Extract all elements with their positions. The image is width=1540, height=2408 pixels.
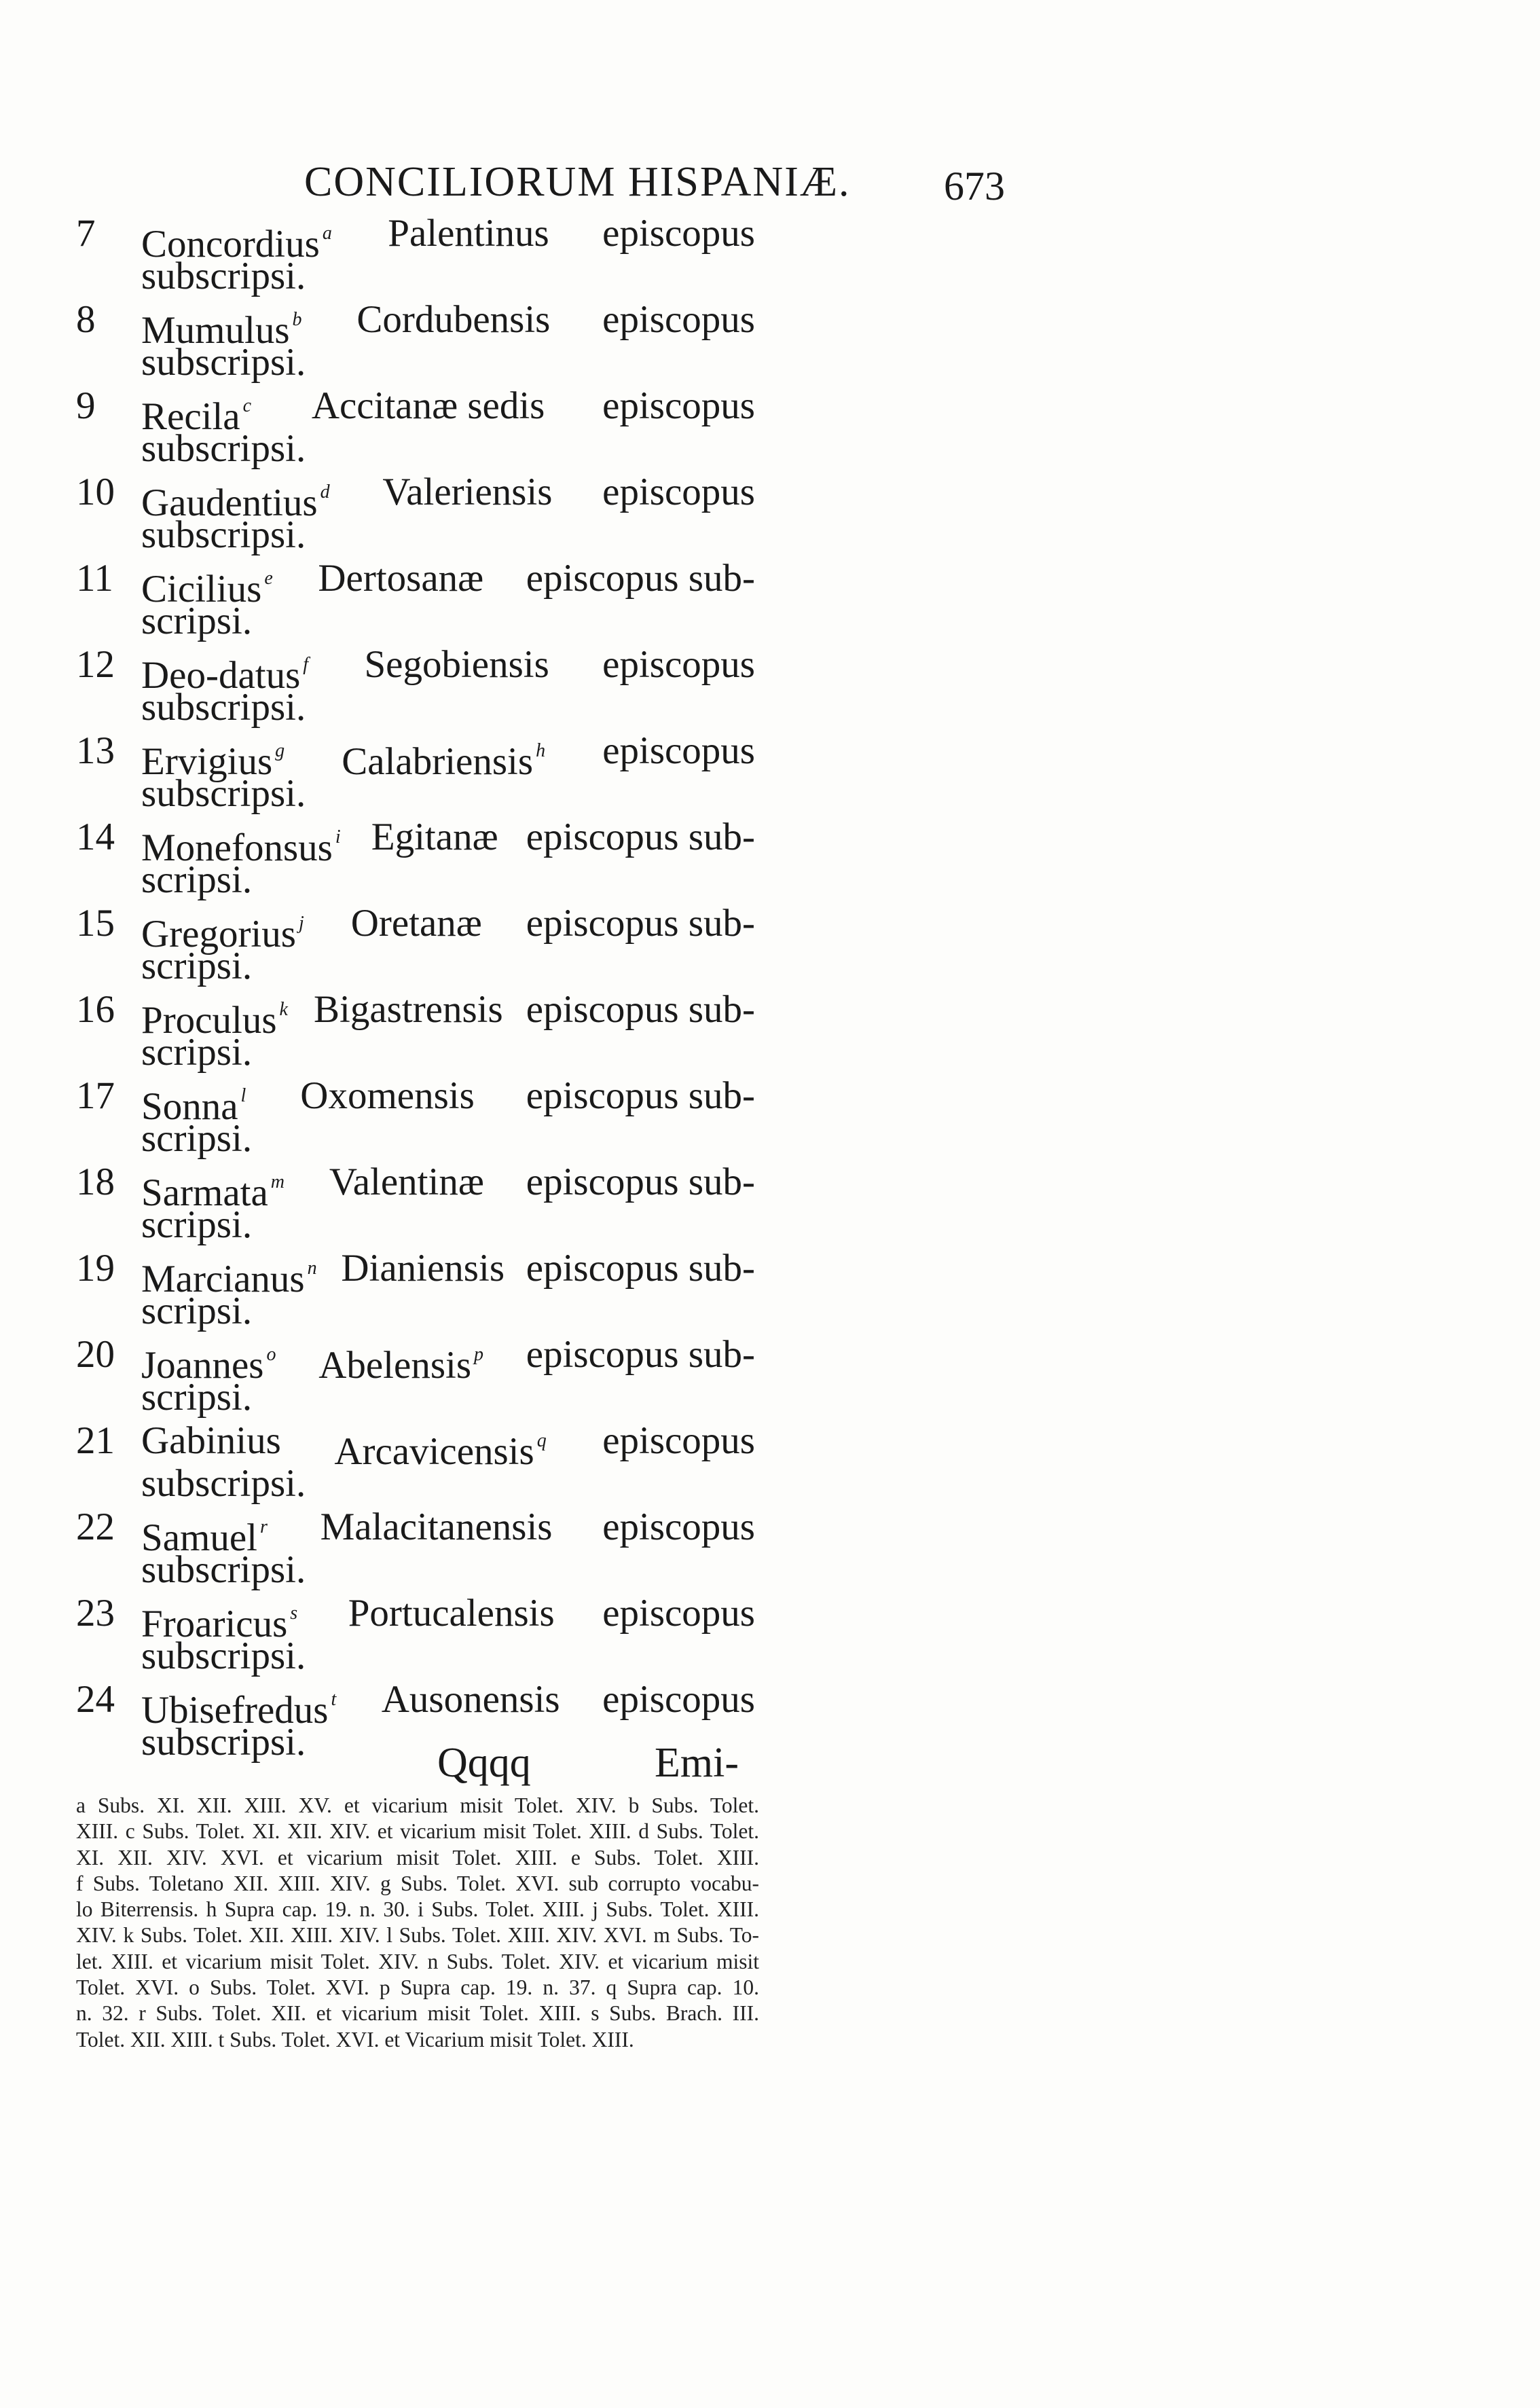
episcopal-role: episcopus [602, 384, 755, 427]
footnote-mark: o [266, 1344, 276, 1365]
see-group [341, 1247, 505, 1300]
footnote-mark: g [275, 740, 285, 761]
entry-line-2: scripsi. [141, 1203, 253, 1246]
entry-line-2: subscripsi. [141, 255, 306, 297]
subscription-entry [76, 1592, 755, 1678]
footnote-mark: d [320, 481, 330, 503]
episcopal-role: episcopus sub- [526, 902, 755, 945]
entry-line-2: subscripsi. [141, 1721, 306, 1764]
see-group [356, 298, 550, 352]
episcopal-see: Dertosanæ [318, 557, 484, 600]
episcopal-role: episcopus [602, 212, 755, 255]
bishop-name: Samuel [141, 1516, 257, 1559]
footnote-mark: a [322, 223, 332, 244]
footnote-mark: p [474, 1344, 484, 1365]
bishop-name: Cicilius [141, 568, 262, 610]
footnote-mark: l [240, 1085, 246, 1106]
episcopal-see: Portucalensis [348, 1592, 555, 1635]
footnote-mark: q [536, 1430, 547, 1451]
bishop-name: Joannes [141, 1344, 264, 1387]
entry-line-2: subscripsi. [141, 686, 306, 729]
entry-line-2: subscripsi. [141, 772, 306, 815]
footnote-line: XIV. k Subs. Tolet. XII. XIII. XIV. l Subs. Tolet. XIII. XIV. XVI. m Subs. To- [76, 1923, 759, 1948]
footnote-line: let. XIII. et vicarium misit Tolet. XIV. n Subs. Tolet. XIV. et vicarium misit [76, 1949, 759, 1973]
subscription-entry [76, 471, 755, 557]
entry-line-2: scripsi. [141, 1376, 253, 1419]
episcopal-role: episcopus [602, 471, 755, 513]
see-group [388, 212, 549, 266]
subscription-list [76, 212, 755, 1764]
entry-number: 15 [76, 902, 115, 945]
episcopal-role: episcopus [602, 643, 755, 686]
episcopal-see: Arcavicensis [334, 1430, 534, 1473]
subscription-entry [76, 816, 755, 902]
bishop-name: Ervigius [141, 740, 273, 783]
entry-line-2: subscripsi. [141, 341, 306, 384]
footnote-line: Tolet. XII. XIII. t Subs. Tolet. XVI. et Vicarium misit Tolet. XIII. [76, 2027, 634, 2051]
subscription-entry [76, 643, 755, 729]
subscription-entry [76, 1419, 755, 1506]
subscription-entry [76, 729, 755, 816]
see-group [382, 1678, 560, 1732]
episcopal-role: episcopus sub- [526, 1074, 755, 1117]
entry-number: 20 [76, 1333, 115, 1376]
entry-line-2: scripsi. [141, 858, 253, 901]
bishop-name: Ubisefredus [141, 1689, 329, 1732]
subscription-entry [76, 1333, 755, 1419]
footnote-mark: h [536, 740, 546, 761]
entry-line-2: scripsi. [141, 1290, 253, 1332]
entry-line-2: scripsi. [141, 1117, 253, 1160]
bishop-name: Recila [141, 395, 240, 438]
bishop-name: Monefonsus [141, 826, 333, 869]
episcopal-see: Egitanæ [371, 816, 498, 858]
episcopal-see: Accitanæ sedis [311, 384, 545, 427]
episcopal-see: Bigastrensis [314, 988, 503, 1031]
entry-number: 17 [76, 1074, 115, 1117]
episcopal-role: episcopus [602, 729, 755, 772]
subscription-entry [76, 1161, 755, 1247]
see-group [320, 1506, 553, 1559]
see-group [371, 816, 498, 869]
episcopal-role: episcopus sub- [526, 1161, 755, 1203]
episcopal-role: episcopus [602, 1419, 755, 1462]
footnote-line: XIII. c Subs. Tolet. XI. XII. XIV. et vicarium misit Tolet. XIII. d Subs. Tolet. [76, 1819, 759, 1844]
footnote-mark: b [292, 309, 302, 330]
subscription-entry [76, 1506, 755, 1592]
entry-number: 8 [76, 298, 96, 341]
entry-number: 22 [76, 1506, 115, 1548]
entry-line-2: subscripsi. [141, 513, 306, 556]
see-group [329, 1161, 484, 1214]
page-number: 673 [944, 164, 1005, 208]
episcopal-see: Malacitanensis [320, 1506, 553, 1548]
catchword: Emi- [655, 1740, 739, 1786]
footnote-mark: k [279, 999, 288, 1020]
bishop-name: Deo-datus [141, 654, 301, 697]
footnote-mark: s [290, 1603, 298, 1624]
bishop-name: Froaricus [141, 1603, 288, 1645]
see-group [382, 471, 552, 524]
entry-number: 19 [76, 1247, 115, 1290]
see-group [342, 729, 548, 783]
bishop-name: Gregorius [141, 913, 296, 955]
episcopal-see: Dianiensis [341, 1247, 505, 1290]
subscription-entry [76, 1247, 755, 1333]
footnote-line: Tolet. XVI. o Subs. Tolet. XVI. p Supra cap. 19. n. 37. q Supra cap. 10. [76, 1975, 759, 2000]
bishop-name: Marcianus [141, 1258, 305, 1300]
see-group [334, 1419, 549, 1473]
see-group [314, 988, 503, 1042]
page-header [258, 155, 1012, 209]
see-group [364, 643, 549, 697]
footnote-line: f Subs. Toletano XII. XIII. XIV. g Subs. Tolet. XVI. sub corrupto vocabu- [76, 1871, 759, 1895]
bishop-name: Mumulus [141, 309, 290, 352]
episcopal-role: episcopus sub- [526, 1333, 755, 1376]
entry-number: 14 [76, 816, 115, 858]
footnote-mark: e [264, 568, 273, 589]
entry-line-2: scripsi. [141, 1031, 253, 1074]
episcopal-see: Oretanæ [350, 902, 482, 945]
bishop-name: Sonna [141, 1085, 238, 1128]
entry-line-2: subscripsi. [141, 427, 306, 470]
episcopal-see: Ausonensis [381, 1678, 560, 1721]
episcopal-role: episcopus [602, 1592, 755, 1635]
signature-mark: Qqqq [437, 1740, 531, 1786]
episcopal-see: Oxomensis [300, 1074, 475, 1117]
episcopal-role: episcopus [602, 1506, 755, 1548]
entry-number: 11 [76, 557, 113, 600]
bishop-name: Gabinius [141, 1419, 281, 1462]
entry-line-2: subscripsi. [141, 1635, 306, 1677]
catchwords-line [437, 1736, 750, 1790]
entry-line-2: scripsi. [141, 600, 253, 642]
entry-number: 10 [76, 471, 115, 513]
subscription-entry [76, 298, 755, 384]
subscription-entry [76, 988, 755, 1074]
subscription-entry [76, 212, 755, 298]
episcopal-see: Abelensis [318, 1344, 472, 1387]
see-group [312, 384, 545, 438]
episcopal-see: Cordubensis [356, 298, 551, 341]
episcopal-see: Segobiensis [364, 643, 549, 686]
entry-line-2: scripsi. [141, 945, 253, 987]
entry-number: 21 [76, 1419, 115, 1462]
footnote-mark: n [307, 1258, 317, 1279]
bishop-name: Gaudentius [141, 481, 318, 524]
entry-number: 23 [76, 1592, 115, 1635]
footnote-mark: i [335, 826, 341, 847]
see-group [318, 557, 483, 610]
see-group [318, 1333, 486, 1387]
bishop-name: Proculus [141, 999, 277, 1042]
footnote-line: XI. XII. XIV. XVI. et vicarium misit Tolet. XIII. e Subs. Tolet. XIII. [76, 1845, 759, 1869]
bishop-name: Concordius [141, 223, 320, 266]
footnotes [76, 1793, 759, 2053]
footnote-mark: f [303, 654, 309, 675]
footnote-mark: m [270, 1171, 285, 1192]
episcopal-see: Valeriensis [382, 471, 553, 513]
entry-line-2: subscripsi. [141, 1548, 306, 1591]
episcopal-role: episcopus sub- [526, 816, 755, 858]
episcopal-role: episcopus sub- [526, 557, 755, 600]
subscription-entry [76, 902, 755, 988]
episcopal-see: Palentinus [388, 212, 549, 255]
entry-number: 18 [76, 1161, 115, 1203]
episcopal-role: episcopus sub- [526, 1247, 755, 1290]
episcopal-role: episcopus sub- [526, 988, 755, 1031]
entry-number: 24 [76, 1678, 115, 1721]
footnote-line: lo Biterrensis. h Supra cap. 19. n. 30. i Subs. Tolet. XIII. j Subs. Tolet. XIII. [76, 1897, 759, 1922]
episcopal-see: Valentinæ [329, 1161, 484, 1203]
see-group [351, 902, 482, 955]
episcopal-role: episcopus [602, 298, 755, 341]
see-group [348, 1592, 555, 1645]
footnote-mark: j [298, 913, 304, 934]
entry-number: 9 [76, 384, 96, 427]
footnote-mark: r [259, 1516, 268, 1537]
footnote-line: n. 32. r Subs. Tolet. XII. et vicarium misit Tolet. XIII. s Subs. Brach. III. [76, 2001, 759, 2026]
episcopal-role: episcopus [602, 1678, 755, 1721]
subscription-entry [76, 1074, 755, 1161]
bishop-name: Sarmata [141, 1171, 268, 1214]
entry-number: 13 [76, 729, 115, 772]
footnote-mark: c [242, 395, 252, 416]
entry-number: 7 [76, 212, 96, 255]
footnote-mark: t [331, 1689, 337, 1710]
entry-line-2: subscripsi. [141, 1462, 306, 1505]
entry-number: 12 [76, 643, 115, 686]
footnote-line: a Subs. XI. XII. XIII. XV. et vicarium misit Tolet. XIV. b Subs. Tolet. [76, 1793, 759, 1817]
entry-number: 16 [76, 988, 115, 1031]
see-group [300, 1074, 475, 1128]
episcopal-see: Calabriensis [342, 740, 534, 783]
subscription-entry [76, 557, 755, 643]
running-title: CONCILIORUM HISPANIÆ. [304, 159, 851, 205]
subscription-entry [76, 384, 755, 471]
